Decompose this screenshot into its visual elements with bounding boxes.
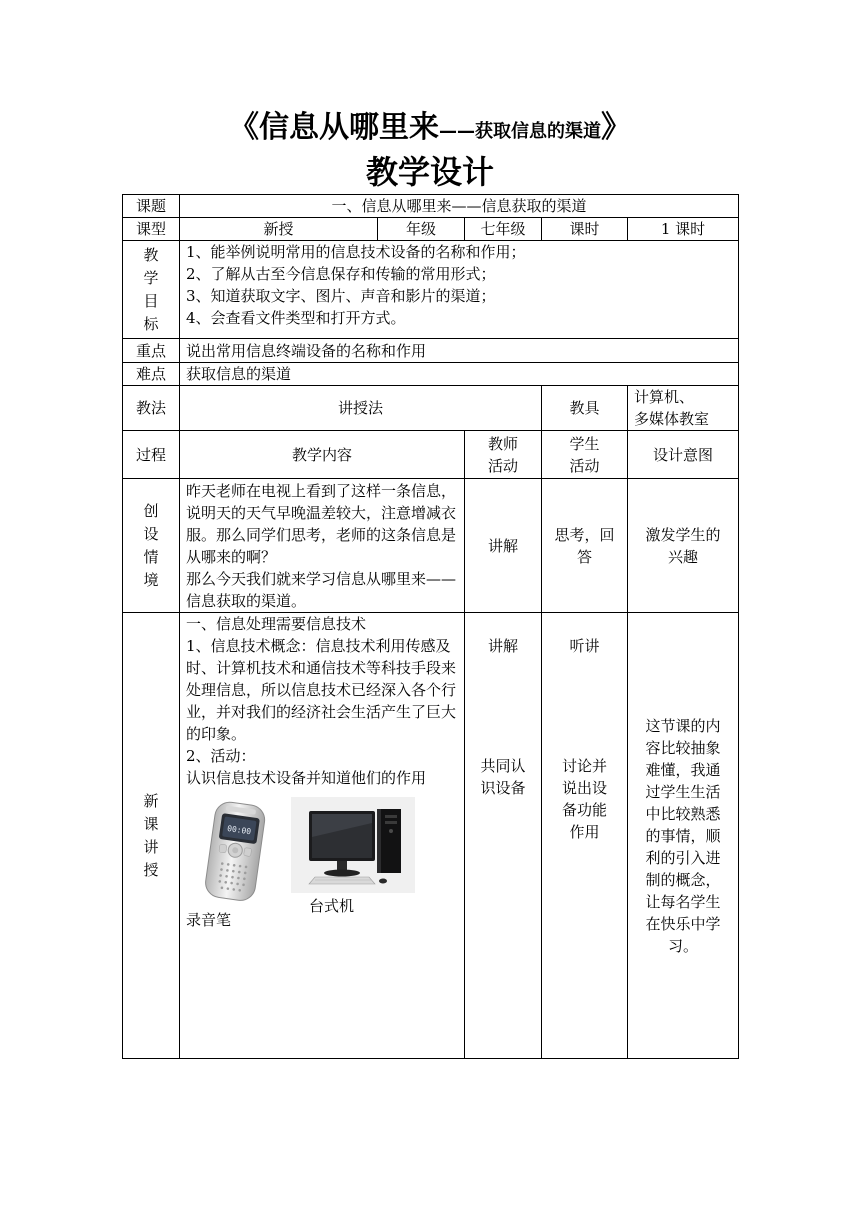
method-label: 教法: [123, 386, 180, 431]
goal-item: 3、知道获取文字、图片、声音和影片的渠道；: [186, 287, 496, 305]
hours-value: 1 课时: [628, 218, 739, 241]
stage2-intent: 这节课的内容比较抽象难懂，我通过学生生活中比较熟悉的事情，顺利的引入进制的概念，让每名学生在快乐中学习。: [628, 613, 739, 1059]
difficult-row: [123, 363, 739, 386]
stage1-label-cell: [123, 479, 180, 613]
key-row: [123, 339, 739, 363]
topic-label: 课题: [123, 195, 180, 218]
stage1-student: 思考，回答: [542, 479, 628, 613]
header-row: [123, 431, 739, 479]
type-label: 课型: [123, 218, 180, 241]
title-main: 《信息从哪里来: [229, 110, 439, 145]
device-voice-recorder: [186, 797, 281, 931]
goals-label-cell: [123, 241, 180, 339]
hours-label: 课时: [542, 218, 628, 241]
stage1-teacher: 讲解: [465, 479, 542, 613]
desktop-computer-image: [291, 797, 415, 893]
stage2-label-cell: [123, 613, 180, 1059]
process-header: 过程: [123, 431, 180, 479]
tools-value: [628, 386, 739, 431]
difficult-label: 难点: [123, 363, 180, 386]
method-row: [123, 386, 739, 431]
title-sub: 获取信息的渠道: [475, 121, 601, 142]
recorder-display: 00:00: [226, 824, 252, 837]
lesson-plan-table: [122, 194, 739, 1059]
goal-item: 4、会查看文件类型和打开方式。: [186, 309, 406, 327]
document-subtitle: 教学设计: [365, 153, 494, 191]
device-desktop-computer: [291, 797, 415, 917]
title-close: 》: [601, 110, 631, 145]
tools-line-1: 计算机、: [634, 388, 695, 406]
voice-recorder-image: [186, 797, 281, 907]
tools-label: 教具: [542, 386, 628, 431]
key-value: 说出常用信息终端设备的名称和作用: [180, 339, 739, 363]
stage2-content: 一、信息处理需要信息技术 1、信息技术概念：信息技术利用传感及时、计算机技术和通信技术等科技手段来处理信息，所以信息技术已经深入各个行业，并对我们的经济社会生活产生了巨大的印象。 2、活动： 认识信息技术设备并知道他们的作用 00:00 录音笔 台式机: [180, 613, 465, 1059]
grade-value: 七年级: [465, 218, 542, 241]
stage2-student: 听讲 讨论并说出设备功能作用: [542, 613, 628, 1059]
goal-item: 1、能举例说明常用的信息技术设备的名称和作用；: [186, 243, 526, 261]
intent-header: 设计意图: [628, 431, 739, 479]
device-label-recorder: 录音笔: [186, 911, 232, 929]
stage2-teacher: 讲解 共同认识设备: [465, 613, 542, 1059]
difficult-value: 获取信息的渠道: [180, 363, 739, 386]
grade-label: 年级: [378, 218, 465, 241]
stage2-label: 新课讲授: [143, 791, 159, 879]
tools-line-2: 多媒体教室: [634, 410, 710, 428]
type-value: 新授: [180, 218, 378, 241]
title-dash: ——: [439, 121, 475, 142]
goals-label: 教学目标: [143, 245, 159, 333]
goals-cell: [180, 241, 739, 339]
type-row: [123, 218, 739, 241]
stage-row: [123, 479, 739, 613]
stage1-label: 创设情境: [143, 501, 159, 589]
method-value: 讲授法: [180, 386, 542, 431]
key-label: 重点: [123, 339, 180, 363]
document-title: [0, 108, 860, 152]
stage1-intent: 激发学生的兴趣: [628, 479, 739, 613]
goals-row: [123, 241, 739, 339]
device-label-desktop: 台式机: [309, 897, 355, 915]
topic-row: [123, 195, 739, 218]
teacher-header: 教师活动: [465, 431, 542, 479]
stage-row: [123, 613, 739, 1059]
topic-value: 一、信息从哪里来——信息获取的渠道: [180, 195, 739, 218]
content-header: 教学内容: [180, 431, 465, 479]
device-images: [186, 797, 458, 931]
stage1-content: 昨天老师在电视上看到了这样一条信息，说明天的天气早晚温差较大，注意增减衣服。那么同学们思考，老师的这条信息是从哪来的啊？ 那么今天我们就来学习信息从哪里来——信息获取的渠道。: [180, 479, 465, 613]
goal-item: 2、了解从古至今信息保存和传输的常用形式；: [186, 265, 496, 283]
student-header: 学生活动: [542, 431, 628, 479]
